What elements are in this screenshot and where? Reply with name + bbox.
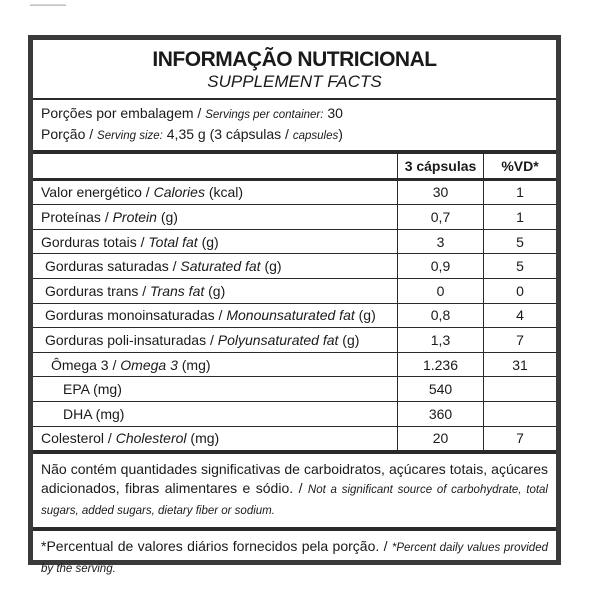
nutrient-label: Ômega 3 / Omega 3 (mg): [33, 352, 398, 377]
table-row: [33, 426, 556, 450]
table-row: [33, 303, 556, 328]
cropped-text-fragment: ———: [30, 0, 66, 11]
panel-title: INFORMAÇÃO NUTRICIONAL: [152, 48, 437, 71]
servings-info: [33, 100, 556, 150]
nutrient-amount: 360: [398, 401, 484, 426]
daily-value-note: *Percentual de valores diários fornecidos pela porção. / *Percent daily values provided by the serving.: [41, 538, 548, 576]
nutrient-label: Gorduras monoinsaturadas / Monounsaturated fat (g): [33, 303, 398, 328]
nutrient-dv: [484, 377, 557, 402]
nutrient-label: Gorduras saturadas / Saturated fat (g): [33, 254, 398, 279]
nutrient-amount: 0,9: [398, 254, 484, 279]
table-row: [33, 205, 556, 230]
nutrient-label: EPA (mg): [33, 377, 398, 402]
nutrient-dv: 5: [484, 229, 557, 254]
nutrition-table: [33, 154, 556, 450]
nutrient-label: Proteínas / Protein (g): [33, 205, 398, 230]
table-row: [33, 179, 556, 205]
table-row: [33, 401, 556, 426]
nutrient-label: DHA (mg): [33, 401, 398, 426]
table-row: [33, 254, 556, 279]
nutrient-dv: 7: [484, 426, 557, 450]
nutrient-label: Valor energético / Calories (kcal): [33, 179, 398, 205]
nutrient-amount: 0,8: [398, 303, 484, 328]
nutrient-label: Gorduras totais / Total fat (g): [33, 229, 398, 254]
table-row: [33, 278, 556, 303]
servings-per-container: Porções por embalagem / Servings per container: 30: [41, 105, 343, 121]
nutrient-amount: 30: [398, 179, 484, 205]
column-header-amount: 3 cápsulas: [398, 154, 484, 179]
nutrient-dv: 5: [484, 254, 557, 279]
nutrient-amount: 20: [398, 426, 484, 450]
nutrient-label: Gorduras trans / Trans fat (g): [33, 278, 398, 303]
table-row: [33, 229, 556, 254]
nutrient-dv: 1: [484, 205, 557, 230]
nutrient-amount: 0,7: [398, 205, 484, 230]
nutrient-amount: 0: [398, 278, 484, 303]
nutrient-amount: 1,3: [398, 328, 484, 353]
nutrient-dv: 7: [484, 328, 557, 353]
not-significant-note: Não contém quantidades significativas de carboidratos, açúcares totais, açúcares adicionados, fibras alimentares e sódio. / Not a significant source of carbohydrate, total sugars, added sugars, dietary fiber or sodium.: [41, 461, 548, 518]
nutrient-amount: 540: [398, 377, 484, 402]
nutrient-label: Gorduras poli-insaturadas / Polyunsaturated fat (g): [33, 328, 398, 353]
nutrient-amount: 1.236: [398, 352, 484, 377]
table-row: [33, 352, 556, 377]
table-row: [33, 377, 556, 402]
nutrition-facts-panel: [28, 35, 561, 576]
nutrient-dv: [484, 401, 557, 426]
nutrient-dv: 31: [484, 352, 557, 377]
serving-size: Porção / Serving size: 4,35 g (3 cápsulas / capsules): [41, 126, 343, 142]
nutrient-dv: 0: [484, 278, 557, 303]
nutrient-label: Colesterol / Cholesterol (mg): [33, 426, 398, 450]
panel-subtitle: SUPPLEMENT FACTS: [207, 72, 382, 91]
nutrient-dv: 1: [484, 179, 557, 205]
table-row: [33, 328, 556, 353]
nutrient-amount: 3: [398, 229, 484, 254]
column-header-dv: %VD*: [501, 157, 539, 174]
nutrient-dv: 4: [484, 303, 557, 328]
table-header-row: [33, 154, 556, 179]
